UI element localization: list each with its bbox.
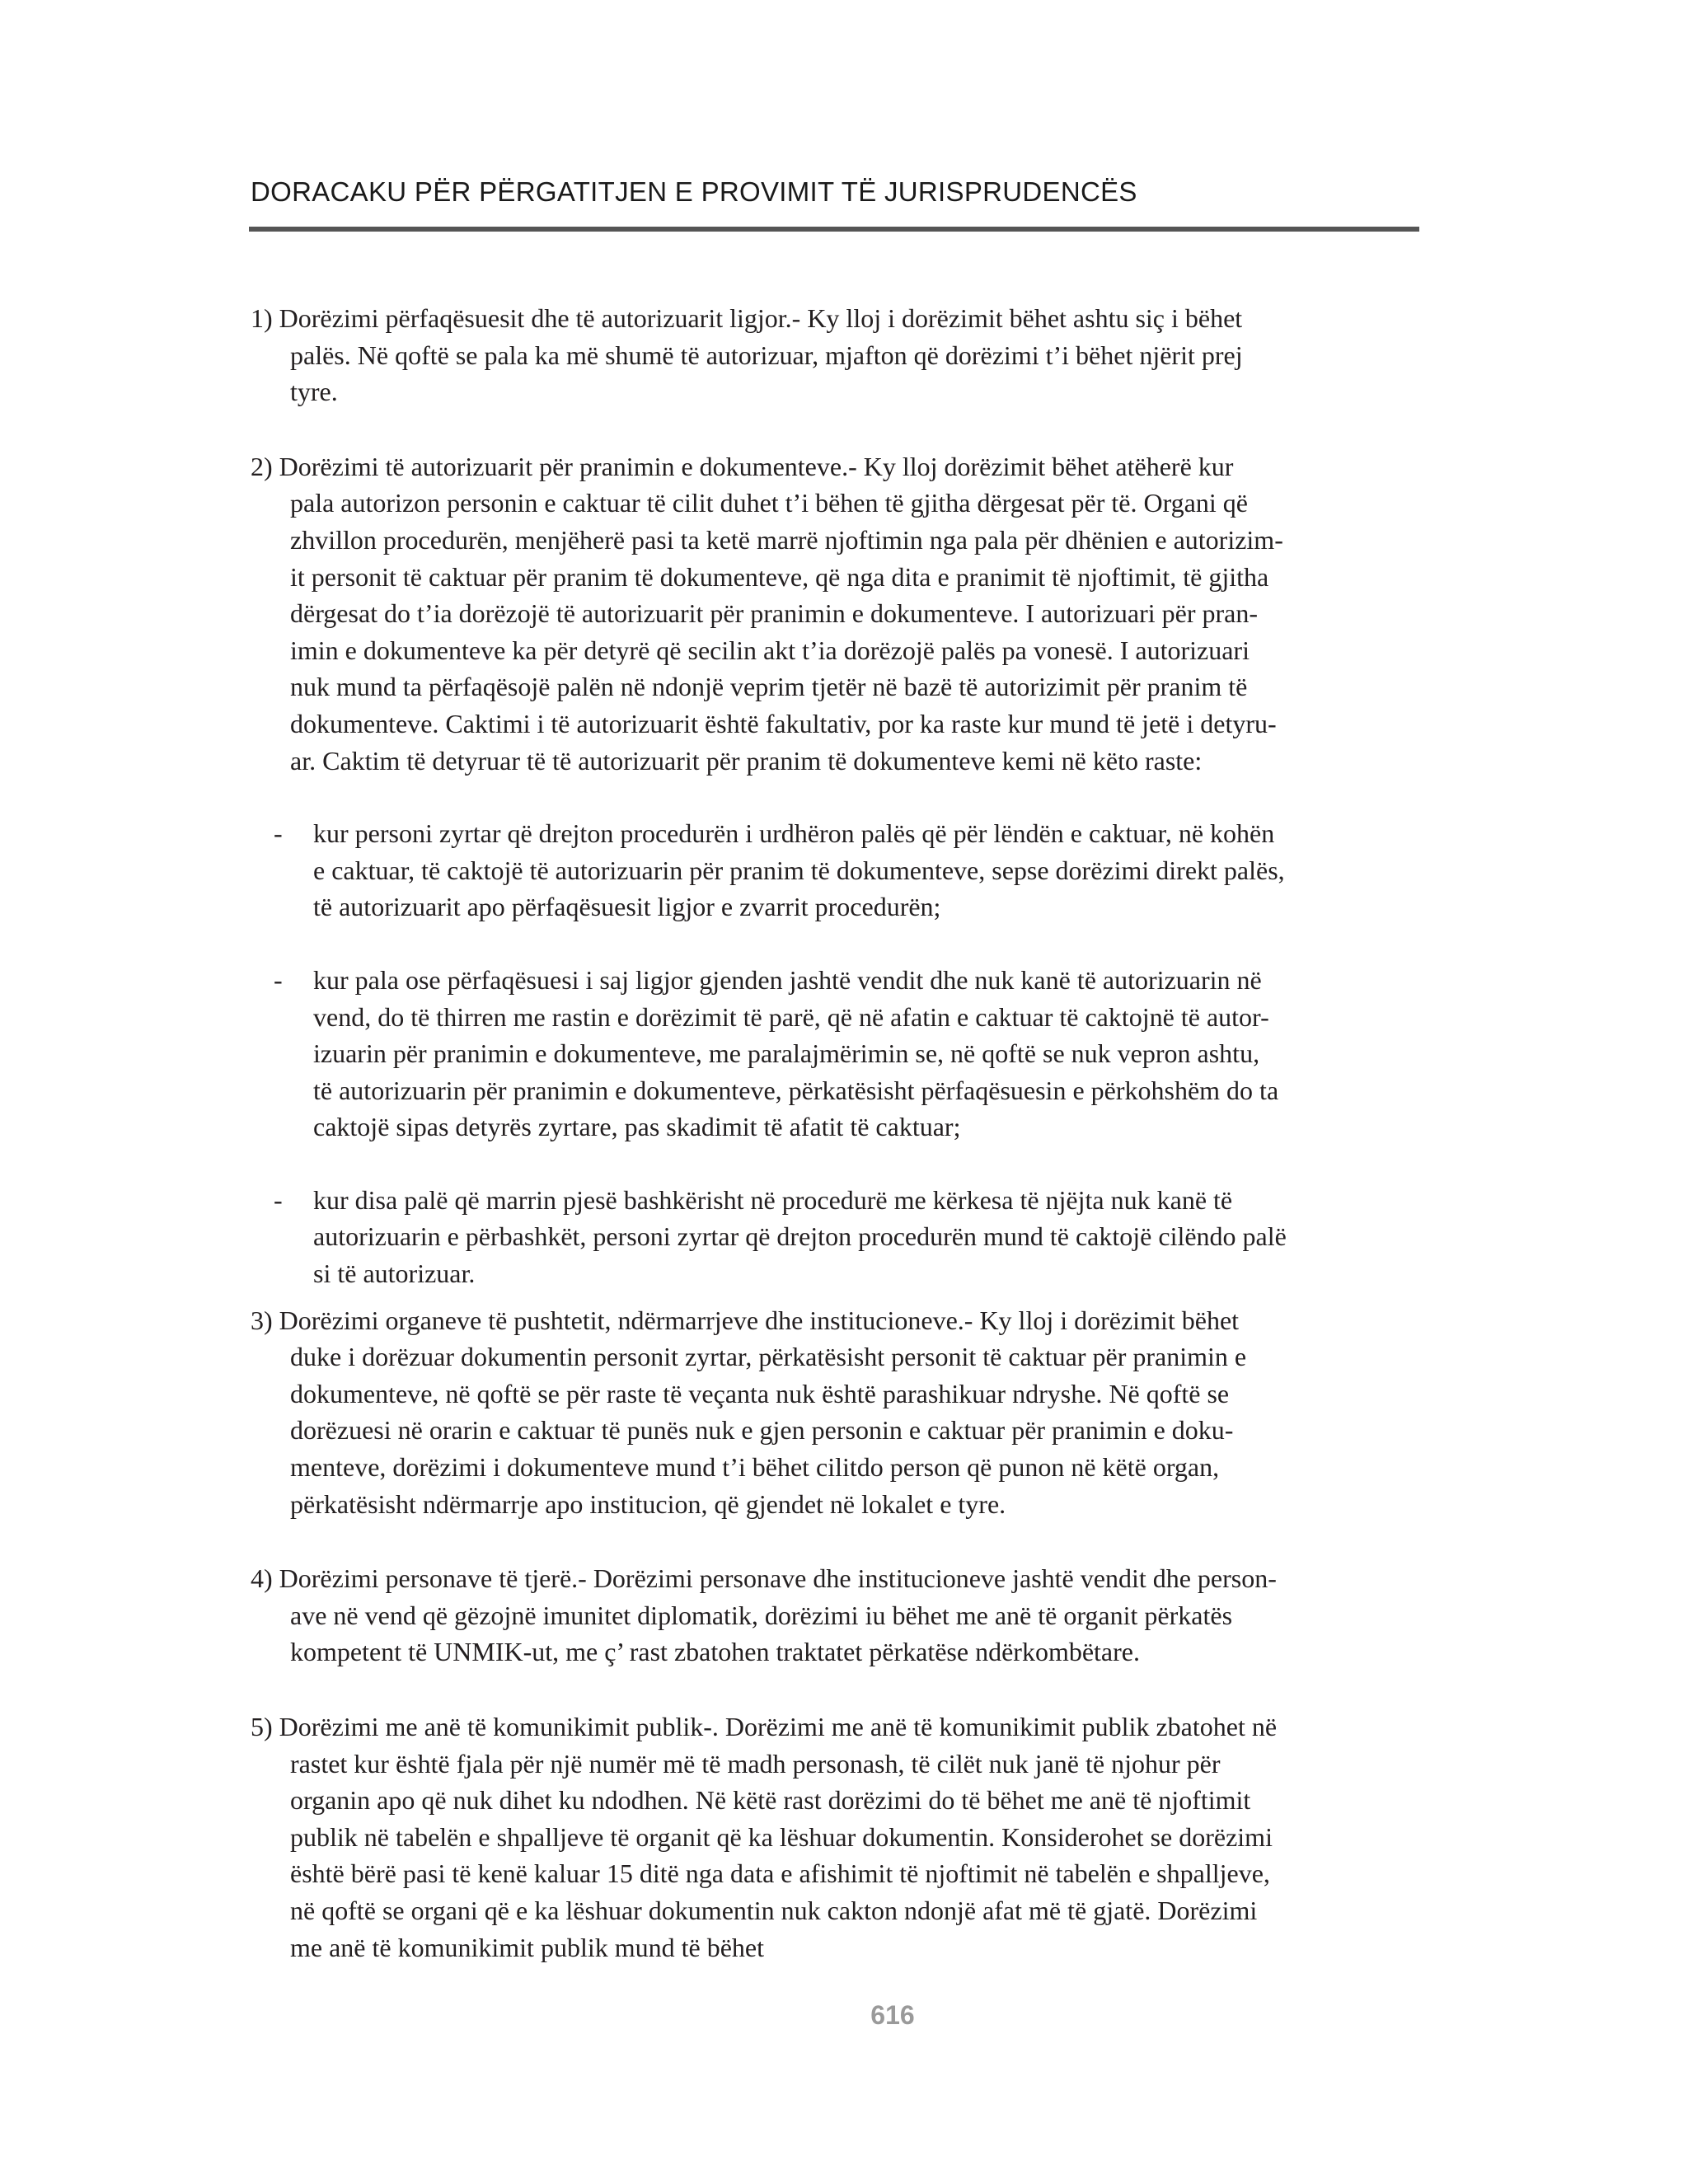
- text-line: kur pala ose përfaqësuesi i saj ligjor gjenden jashtë vendit dhe nuk kanë të autorizuarin në: [313, 964, 1262, 995]
- text-line: pala autorizon personin e caktuar të cilit duhet t’i bëhen të gjitha dërgesat për të. Organi që: [290, 488, 1248, 518]
- text-line: vend, do të thirren me rastin e dorëzimit të parë, që në afatin e caktuar të caktojnë të autor-: [313, 1001, 1269, 1032]
- text-line: publik në tabelën e shpalljeve të organit që ka lëshuar dokumentin. Konsiderohet se dorëzimi: [290, 1821, 1273, 1852]
- text-line: e caktuar, të caktojë të autorizuarin për pranim të dokumenteve, sepse dorëzimi direkt palës,: [313, 855, 1285, 885]
- text-line: zhvillon procedurën, menjëherë pasi ta ketë marrë njoftimin nga pala për dhënien e autorizim-: [290, 524, 1283, 555]
- text-line: 5) Dorëzimi me anë të komunikimit publik-. Dorëzimi me anë të komunikimit publik zbatohet në: [251, 1712, 1278, 1741]
- text-line: organin apo që nuk dihet ku ndodhen. Në këtë rast dorëzimi do të bëhet me anë të njoftimit: [290, 1785, 1251, 1816]
- text-line: ar. Caktim të detyruar të të autorizuarit për pranim të dokumenteve kemi në këto raste:: [290, 745, 1203, 776]
- page-body: [251, 300, 1421, 1966]
- text-line: 2) Dorëzimi të autorizuarit për pranimin e dokumenteve.- Ky lloj dorëzimit bëhet atëherë kur: [251, 451, 1234, 481]
- text-line: dokumenteve, në qoftë se për raste të veçanta nuk është parashikuar ndryshe. Në qoftë se: [290, 1378, 1230, 1408]
- text-line: nuk mund ta përfaqësojë palën në ndonjë veprim tjetër në bazë të autorizimit për pranim të: [290, 672, 1248, 702]
- text-line: kur disa palë që marrin pjesë bashkërisht në procedurë me kërkesa të njëjta nuk kanë të: [313, 1184, 1233, 1215]
- text-line: kompetent të UNMIK-ut, me ç’ rast zbatohen traktatet përkatëse ndërkombëtare.: [290, 1637, 1140, 1667]
- text-line: it personit të caktuar për pranim të dokumenteve, që nga dita e pranimit të njoftimit, të gjitha: [290, 561, 1269, 592]
- bullet-dash: -: [274, 818, 283, 849]
- text-line: ave në vend që gëzojnë imunitet diplomatik, dorëzimi iu bëhet me anë të organit përkatës: [290, 1600, 1233, 1630]
- text-line: 3) Dorëzimi organeve të pushtetit, ndërmarrjeve dhe institucioneve.- Ky lloj i dorëzimit bëhet: [251, 1305, 1240, 1335]
- text-line: përkatësisht ndërmarrje apo institucion, që gjendet në lokalet e tyre.: [290, 1488, 1006, 1519]
- text-line: 1) Dorëzimi përfaqësuesit dhe të autorizuarit ligjor.- Ky lloj i dorëzimit bëhet ashtu siç i bëhet: [251, 303, 1243, 333]
- page-number: 616: [870, 2000, 915, 2030]
- text-line: dërgesat do t’ia dorëzojë të autorizuarit për pranimin e dokumenteve. I autorizuari për pran-: [290, 598, 1259, 629]
- bullet-item-2: [251, 962, 1421, 1146]
- text-line: menteve, dorëzimi i dokumenteve mund t’i bëhet cilitdo person që punon në këtë organ,: [290, 1452, 1220, 1483]
- text-line: në qoftë se organi që e ka lëshuar dokumentin nuk cakton ndonjë afat më të gjatë. Dorëzimi: [290, 1895, 1258, 1925]
- text-line: duke i dorëzuar dokumentin personit zyrtar, përkatësisht personit të caktuar për pranimin e: [290, 1342, 1247, 1372]
- text-line: 4) Dorëzimi personave të tjerë.- Dorëzimi personave dhe institucioneve jashtë vendit dhe person-: [251, 1563, 1277, 1594]
- bullet-item-3: [251, 1182, 1421, 1292]
- paragraph-5: [251, 1708, 1421, 1966]
- text-line: të autorizuarit apo përfaqësuesit ligjor e zvarrit procedurën;: [313, 892, 941, 922]
- text-line: izuarin për pranimin e dokumenteve, me paralajmërimin se, në qoftë se nuk vepron ashtu,: [313, 1038, 1260, 1069]
- text-line: dokumenteve. Caktimi i të autorizuarit është fakultativ, por ka raste kur mund të jetë i detyru-: [290, 708, 1277, 738]
- text-line: imin e dokumenteve ka për detyrë që secilin akt t’ia dorëzojë palës pa vonesë. I autorizuari: [290, 635, 1250, 665]
- text-line: kur personi zyrtar që drejton procedurën i urdhëron palës që për lëndën e caktuar, në kohën: [313, 818, 1275, 849]
- paragraph-4: [251, 1560, 1421, 1671]
- running-header: DORACAKU PËR PËRGATITJEN E PROVIMIT TË JURISPRUDENCËS: [251, 176, 1137, 207]
- paragraph-3: [251, 1302, 1421, 1523]
- paragraph-1: [251, 300, 1421, 410]
- text-line: si të autorizuar.: [313, 1258, 476, 1289]
- text-line: dorëzuesi në orarin e caktuar të punës nuk e gjen personin e caktuar për pranimin e doku-: [290, 1415, 1234, 1446]
- header-divider: [249, 227, 1419, 232]
- paragraph-2: [251, 448, 1421, 779]
- text-line: të autorizuarin për pranimin e dokumenteve, përkatësisht përfaqësuesin e përkohshëm do ta: [313, 1075, 1279, 1105]
- text-line: me anë të komunikimit publik mund të bëhet: [290, 1932, 764, 1962]
- text-line: autorizuarin e përbashkët, personi zyrtar që drejton procedurën mund të caktojë cilëndo palë: [313, 1221, 1287, 1252]
- text-line: palës. Në qoftë se pala ka më shumë të autorizuar, mjafton që dorëzimi t’i bëhet njërit prej: [290, 340, 1243, 370]
- text-line: rastet kur është fjala për një numër më të madh personash, të cilët nuk janë të njohur për: [290, 1748, 1221, 1779]
- bullet-item-1: [251, 815, 1421, 926]
- bullet-dash: -: [274, 964, 283, 995]
- text-line: është bërë pasi të kenë kaluar 15 ditë nga data e afishimit të njoftimit në tabelën e shpalljeve,: [290, 1858, 1270, 1889]
- bullet-dash: -: [274, 1184, 283, 1215]
- text-line: caktojë sipas detyrës zyrtare, pas skadimit të afatit të caktuar;: [313, 1112, 961, 1142]
- text-line: tyre.: [290, 377, 338, 407]
